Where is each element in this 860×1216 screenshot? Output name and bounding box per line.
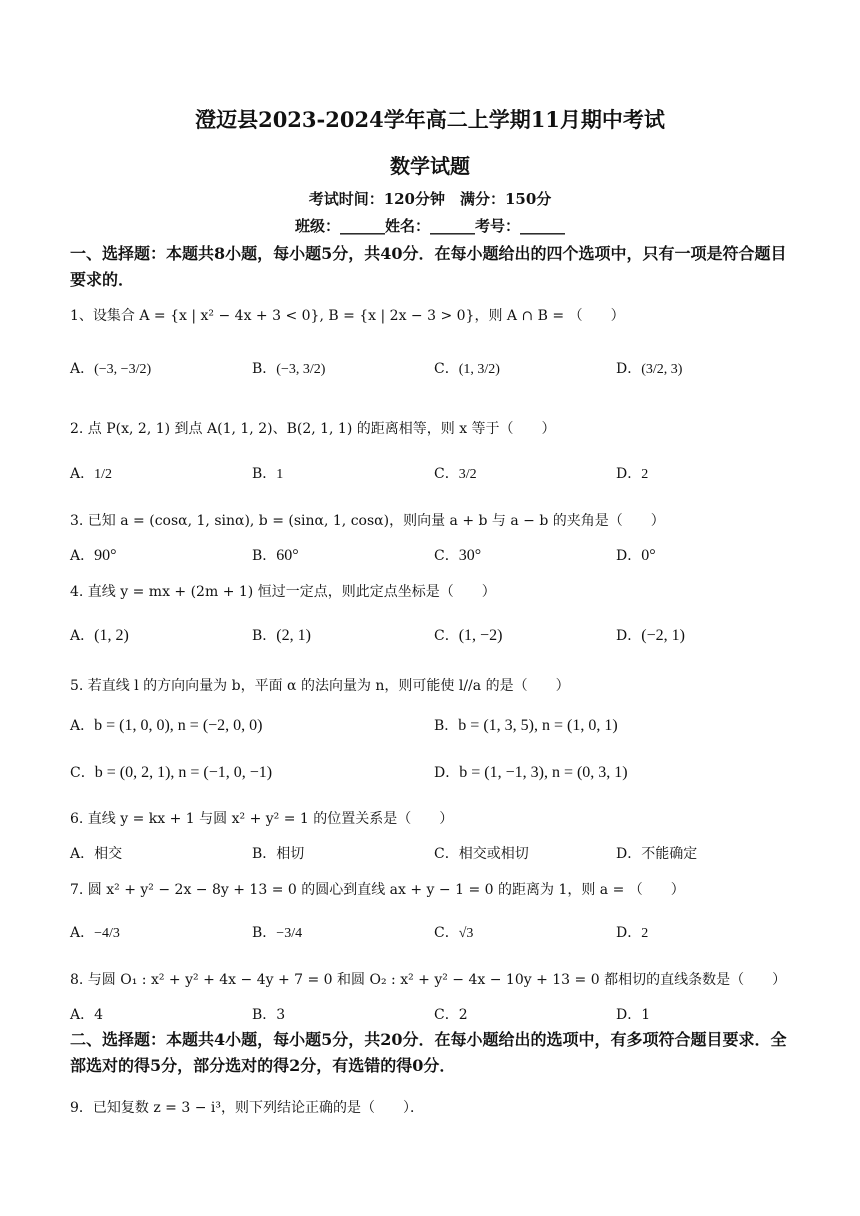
option-2a: A．1/2 [70,466,113,482]
option-5c: C．b = (0, 2, 1), n = (−1, 0, −1) [70,764,273,781]
option-8c: C．2 [434,1007,468,1023]
option-6d: D．不能确定 [616,846,698,862]
option-6a: A．相交 [70,846,123,862]
section-1-instructions: 一、选择题：本题共8小题，每小题5分，共40分．在每小题给出的四个选项中，只有一项是符合题目要求的． [70,244,787,289]
student-info-line: 班级：______姓名：______考号：______ [294,217,565,235]
option-7d: D．2 [616,925,649,941]
option-8d: D．1 [616,1007,651,1023]
option-3b: B．60° [252,547,299,564]
question-5: 5. 若直线 l 的方向向量为 b，平面 α 的法向量为 n，则可能使 l//a 的是（ ） [70,678,570,694]
question-7: 7. 圆 x² + y² − 2x − 8y + 13 = 0 的圆心到直线 ax + y − 1 = 0 的距离为 1，则 a = （ ） [70,882,685,898]
option-1c: C．(1, 3/2) [434,361,500,377]
option-3a: A．90° [70,547,117,564]
option-1a: A．(−3, −3/2) [70,361,152,377]
option-4b: B．(2, 1) [252,627,311,644]
option-7a: A．−4/3 [70,925,120,941]
option-2d: D．2 [616,466,649,482]
question-2: 2. 点 P(x, 2, 1) 到点 A(1, 1, 2)、B(2, 1, 1) 的距离相等，则 x 等于（ ） [70,421,556,437]
option-6c: C．相交或相切 [434,846,529,862]
question-4: 4. 直线 y = mx + (2m + 1) 恒过一定点，则此定点坐标是（ ） [70,584,496,600]
exam-subtitle: 数学试题 [390,154,470,178]
option-7b: B．−3/4 [252,925,303,941]
option-4a: A．(1, 2) [70,627,129,644]
option-3c: C．30° [434,547,482,564]
option-5b: B．b = (1, 3, 5), n = (1, 0, 1) [434,717,618,734]
question-9: 9．已知复数 z = 3 − i³，则下列结论正确的是（ ）． [70,1100,424,1116]
option-8b: B．3 [252,1007,286,1023]
question-8: 8. 与圆 O₁ : x² + y² + 4x − 4y + 7 = 0 和圆 O₂ : x² + y² − 4x − 10y + 13 = 0 都相切的直线条数是（ ） [70,972,787,988]
option-7c: C．√3 [434,925,474,941]
option-8a: A．4 [70,1007,104,1023]
question-3: 3. 已知 a = (cosα, 1, sinα), b = (sinα, 1, cosα)，则向量 a + b 与 a − b 的夹角是（ ） [70,513,665,529]
section-2-instructions: 二、选择题：本题共4小题，每小题5分，共20分．在每小题给出的选项中，有多项符合题目要求．全部选对的得5分，部分选对的得2分，有选错的得0分． [70,1030,787,1075]
option-4d: D．(−2, 1) [616,627,685,644]
option-1d: D．(3/2, 3) [616,361,683,377]
option-2b: B．1 [252,466,284,482]
question-6: 6. 直线 y = kx + 1 与圆 x² + y² = 1 的位置关系是（ ） [70,811,454,827]
option-6b: B．相切 [252,846,305,862]
option-1b: B．(−3, 3/2) [252,361,326,377]
exam-title: 澄迈县2023-2024学年高二上学期11月期中考试 [195,107,665,132]
exam-time-score: 考试时间：120分钟 满分：150分 [308,190,552,208]
option-4c: C．(1, −2) [434,627,503,644]
question-1: 1、设集合 A = {x | x² − 4x + 3 < 0}, B = {x | 2x − 3 > 0}，则 A ∩ B = （ ） [70,308,625,324]
option-5a: A．b = (1, 0, 0), n = (−2, 0, 0) [70,717,263,734]
option-3d: D．0° [616,547,656,564]
option-2c: C．3/2 [434,466,477,482]
option-5d: D．b = (1, −1, 3), n = (0, 3, 1) [434,764,628,781]
